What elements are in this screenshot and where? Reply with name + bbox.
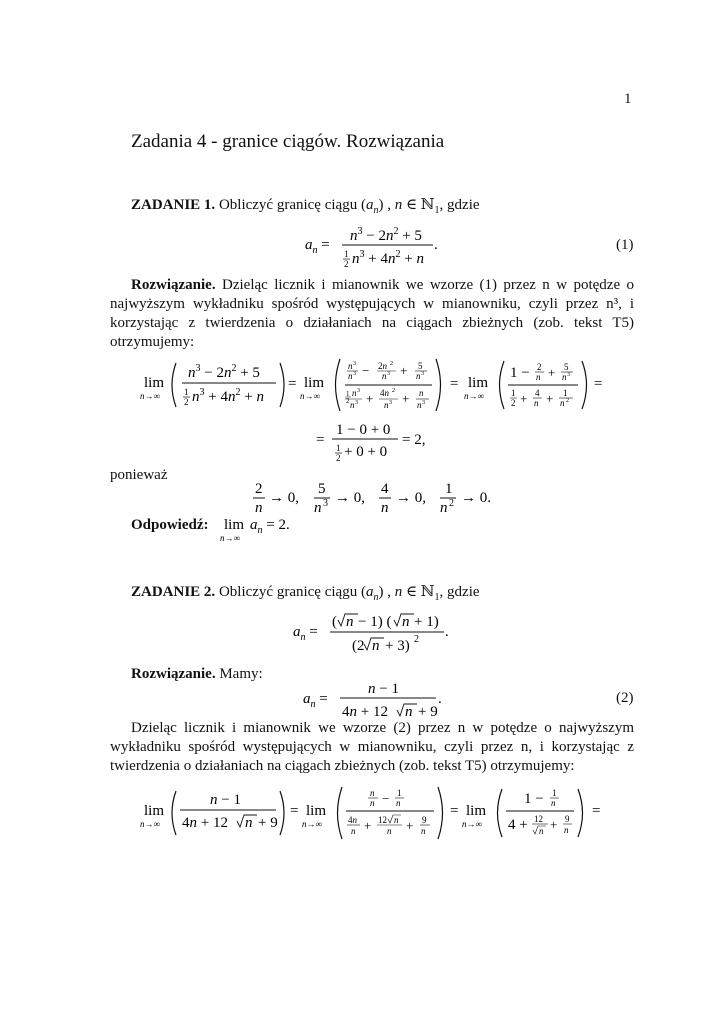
svg-text:2: 2 [511,398,516,408]
task-2-simplified-formula [300,676,450,722]
svg-text:n: n [372,638,380,654]
svg-text:n: n [384,400,389,410]
svg-text:4 +: 4 + [508,817,528,833]
svg-text:1: 1 [511,388,516,398]
task-1-answer [131,516,209,535]
svg-text:an =: $a_n$ = [303,691,328,710]
svg-text:n: n [440,500,448,516]
svg-text:n: n [348,361,353,371]
svg-text:4n: 4n [380,388,389,398]
task-1-answer-label: Odpowiedź: [131,517,209,533]
svg-text:n: n [421,826,426,836]
svg-text:3: 3 [353,371,356,377]
svg-text:n: n [419,388,424,398]
svg-text:n: n [351,826,356,836]
svg-text:9: 9 [422,815,427,825]
svg-text:n→∞: n→∞ [140,819,160,829]
svg-text:2: 2 [255,481,263,497]
svg-text:2: 2 [344,259,349,269]
svg-text:an =: $a_n$ = [305,237,330,256]
svg-text:4n + 12: 4n + 12 [342,704,388,720]
task-1-limit-derivation [140,355,620,415]
task-2-gdzie: , gdzie [439,584,480,600]
svg-text:3: 3 [421,371,424,377]
svg-text:n: n [560,398,565,408]
svg-text:+: + [364,818,372,833]
svg-text:2: 2 [346,397,350,405]
svg-text:+: + [406,818,414,833]
svg-text:+: + [520,391,528,406]
svg-text:(: ( [332,614,337,630]
task-2-solution-text: Dzieląc licznik i mianownik we wzorze (2) przez n w potędze o najwyższym wykładniku spośród występujących w mianowniku, czyli przez n, i korzystając z twierdzenia o działaniach na ciągach zbieżnych (zob. tekst T5) otrzymujemy: [110,720,634,774]
svg-text:n3 + 4n2 + n: $n^3 + 4n^2 + n$ [352,249,424,267]
svg-text:12: 12 [534,814,543,824]
svg-text:n − 1: n − 1 [210,792,241,808]
svg-text:=: = [288,376,297,392]
task-1-gdzie: , gdzie [439,197,480,213]
svg-text:n→∞: n→∞ [464,391,484,401]
svg-text:1: 1 [184,387,189,397]
task-2-definition-formula [290,608,460,656]
svg-text:→ 0,: → 0, [269,490,299,506]
svg-text:1: 1 [344,249,349,259]
svg-text:n: n [564,825,569,835]
svg-text:5: 5 [564,362,569,372]
svg-text:1 − 0 + 0: 1 − 0 + 0 [336,422,391,438]
task-2-heading: ZADANIE 2. [131,584,216,600]
svg-text:4: 4 [381,481,389,497]
svg-text:2: 2 [537,362,542,372]
svg-text:n: n [394,815,399,825]
svg-text:12: 12 [378,815,387,825]
svg-text:n3 − 2n2 + 5: $n^3 - 2n^2 + 5$ [350,226,422,244]
equation-1-number: (1) [616,237,634,253]
svg-text:lim: lim [144,375,165,391]
svg-text:n: n [562,372,567,382]
svg-text:n: n [370,798,375,808]
svg-text:=: = [450,376,459,392]
svg-text:n3 + 4n2 + n: $n^3 + 4n^2 + n$ [192,387,264,405]
svg-text:2: 2 [336,453,341,462]
svg-text:1: 1 [397,788,402,798]
svg-text:+ 1): + 1) [414,614,439,630]
svg-text:2: 2 [392,388,395,394]
svg-text:n: n [350,400,355,410]
svg-text:an =: $a_n$ = [293,624,318,643]
svg-text:1: 1 [346,390,350,398]
page-number: 1 [624,91,632,107]
task-1-answer-formula [218,514,308,544]
svg-text:1: 1 [445,481,453,497]
svg-text:→ 0.: → 0. [461,490,491,506]
svg-text:n: n [314,500,322,516]
svg-text:+ 0 + 0: + 0 + 0 [344,444,388,460]
svg-text:n: n [381,500,389,516]
svg-text:n: n [255,500,263,516]
svg-text:n: n [370,788,375,798]
svg-text:3: 3 [387,371,390,377]
svg-text:2: 2 [566,398,569,404]
equation-2-number: (2) [616,690,634,706]
task-1-limit-result [310,418,440,462]
task-1-auxiliary-limits [250,478,500,518]
svg-text:lim: lim [144,803,165,819]
svg-text:+: + [550,817,558,832]
svg-text:+ 9: + 9 [258,815,278,831]
svg-text:n: n [534,398,539,408]
svg-text:= 2,: = 2, [402,432,426,448]
svg-text:3: 3 [323,498,328,509]
task-2-statement: ZADANIE 2. Obliczyć granicę ciągu $(a_n)$ , n ∈ ℕ$_1$, gdzie [131,584,480,603]
svg-text:n: n [405,704,413,720]
because-word: ponieważ [110,467,168,483]
svg-text:4n: 4n [348,815,357,825]
svg-text:→ 0,: → 0, [335,490,365,506]
svg-text:2: 2 [390,361,393,367]
task-1-solution-label: Rozwiązanie. [131,277,216,293]
svg-text:n→∞: n→∞ [302,819,322,829]
svg-text:−: − [362,363,370,378]
svg-text:n3 − 2n2 + 5: $n^3 - 2n^2 + 5$ [188,363,260,381]
svg-text:n: n [416,371,421,381]
svg-text:n→∞: n→∞ [140,391,160,401]
svg-text:lim: lim [466,803,487,819]
svg-text:n→∞: n→∞ [300,391,320,401]
svg-text:.: . [438,691,442,707]
svg-text:3: 3 [422,400,425,406]
svg-text:n: n [551,798,556,808]
svg-text:1 −: 1 − [510,365,530,381]
task-1-text: Obliczyć granicę ciągu [218,197,358,213]
svg-text:2: 2 [184,397,189,407]
svg-text:n: n [352,388,357,398]
svg-text:4n + 12: 4n + 12 [182,815,228,831]
task-2-solution-label: Rozwiązanie. [131,666,216,682]
svg-text:n: n [387,826,392,836]
svg-text:3: 3 [567,372,570,378]
svg-text:9: 9 [565,814,570,824]
svg-text:n→∞: n→∞ [220,533,240,543]
svg-text:2: 2 [414,634,419,645]
svg-text:+: + [548,365,556,380]
svg-text:n: n [346,614,354,630]
svg-text:n: n [245,815,253,831]
svg-text:+ 3): + 3) [385,638,410,654]
svg-text:=: = [594,376,603,392]
task-1-heading: ZADANIE 1. [131,197,216,213]
svg-text:+: + [400,363,408,378]
svg-text:3: 3 [389,400,392,406]
svg-text:n: n [402,614,410,630]
svg-text:4: 4 [535,388,540,398]
svg-text:n − 1: n − 1 [368,681,399,697]
svg-text:1: 1 [552,788,557,798]
svg-text:n: n [382,371,387,381]
page-title: Zadania 4 - granice ciągów. Rozwiązania [131,131,445,152]
svg-text:+ 9: + 9 [418,704,438,720]
task-1-statement: ZADANIE 1. Obliczyć granicę ciągu $(a_n)$ , n ∈ ℕ$_1$, gdzie [131,197,480,216]
svg-text:5: 5 [318,481,326,497]
svg-text:n→∞: n→∞ [462,819,482,829]
svg-text:1 −: 1 − [524,791,544,807]
svg-text:3: 3 [357,388,360,394]
svg-text:n: n [539,826,544,836]
svg-text:n: n [536,372,541,382]
svg-text:lim: lim [304,375,325,391]
svg-text:=: = [592,803,601,819]
task-1-definition-formula [300,222,460,272]
svg-text:n: n [348,371,353,381]
svg-text:lim: lim [306,803,327,819]
svg-text:+: + [366,391,374,406]
svg-text:n: n [396,798,401,808]
svg-text:.: . [434,237,438,253]
svg-text:+: + [402,391,410,406]
svg-text:1: 1 [563,388,568,398]
svg-text:+: + [546,391,554,406]
svg-text:=: = [316,432,325,448]
svg-text:5: 5 [418,361,423,371]
svg-text:an = 2.: $a_n = 2$. [250,517,290,536]
svg-text:2: 2 [449,498,454,509]
task-2-limit-derivation [138,785,618,841]
svg-text:lim: lim [224,517,245,533]
svg-text:=: = [450,803,459,819]
svg-text:3: 3 [353,361,356,367]
task-2-text: Obliczyć granicę ciągu [218,584,358,600]
svg-text:.: . [445,624,449,640]
task-2-mamy: Mamy: [219,666,263,682]
task-2-solution-intro [131,665,263,684]
svg-text:2n: 2n [378,361,387,371]
svg-text:− 1) (: − 1) ( [358,614,392,630]
task-1-solution-body: Dzieląc licznik i mianownik we wzorze (1) przez n w potędze o najwyższym wykładniku spośród występujących w mianowniku, czyli przez n³, i korzystając z twierdzenia o działaniach na ciągach zbieżnych (zob. tekst T5) otrzymujemy: [110,277,635,350]
svg-text:n: n [417,400,422,410]
task-1-solution-text [110,276,634,352]
svg-text:3: 3 [355,400,358,406]
svg-text:→ 0,: → 0, [396,490,426,506]
svg-text:lim: lim [468,375,489,391]
svg-text:−: − [382,791,390,806]
svg-text:=: = [290,803,299,819]
svg-text:1: 1 [336,443,341,453]
svg-text:(2: (2 [352,638,365,654]
